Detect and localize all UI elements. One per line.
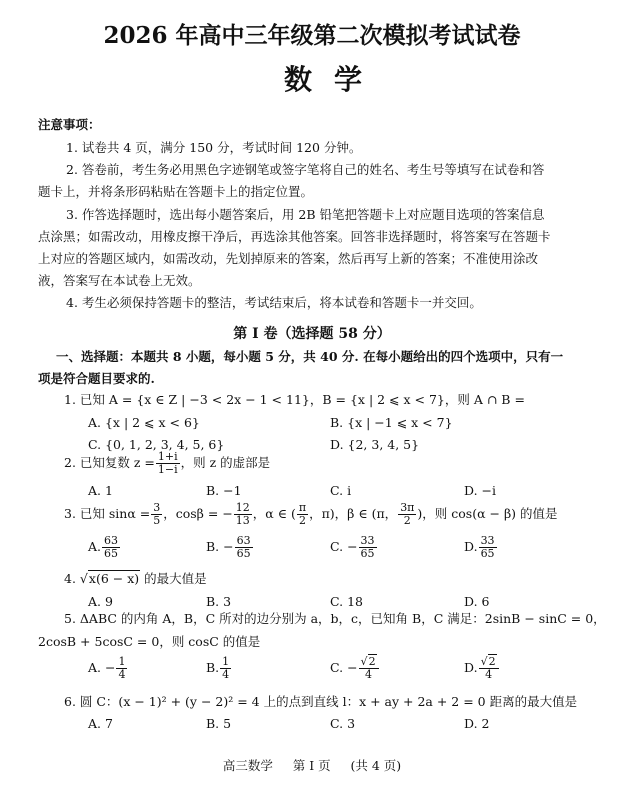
q3-option-d (464, 535, 498, 560)
q3-b-label: B. − (206, 539, 234, 554)
q3-c-num: 33 (360, 534, 375, 547)
q3-frac-3 (297, 502, 308, 527)
sqrt-icon: √ (360, 655, 368, 668)
sqrt-icon: √ (480, 655, 488, 668)
q3-f1-num: 3 (153, 501, 161, 514)
notice-item-4: 4. 考生必须保持答题卡的整洁，考试结束后，将本试卷和答题卡一并交回。 (66, 295, 482, 310)
q2-option-b: B. −1 (206, 483, 242, 498)
q3-f2-den: 13 (235, 514, 250, 527)
q1-option-d: D. {2, 3, 4, 5} (330, 437, 420, 452)
q4-number: 4. (64, 571, 76, 586)
q5-c-frac (359, 656, 379, 681)
q5-stem-line-2: 2cosB + 5cosC = 0，则 cosC 的值是 (38, 634, 261, 649)
q3-s4: ，π)，β ∈ (π， (309, 506, 398, 521)
subject-title: 数学 (283, 63, 384, 96)
q3-f3-den: 2 (298, 514, 306, 527)
q5-c-label: C. − (330, 660, 358, 675)
q3-d-den: 65 (480, 547, 495, 560)
q3-frac-4 (398, 502, 416, 527)
q4-option-c: C. 18 (330, 594, 363, 609)
q2-frac-den: 1−i (157, 463, 178, 476)
q3-b-den: 65 (236, 547, 251, 560)
q3-f4-num: 3π (400, 501, 415, 514)
q6-stem: 6. 圆 C：(x − 1)² + (y − 2)² = 4 上的点到直线 l：x + ay + 2a + 2 = 0 距离的最大值是 (64, 694, 578, 709)
notice-item-1: 1. 试卷共 4 页，满分 150 分，考试时间 120 分钟。 (66, 140, 362, 155)
notice-item-2-line-1: 2. 答卷前，考生务必用黑色字迹钢笔或签字笔将自己的姓名、考生号等填写在试卷和答 (66, 162, 545, 177)
q3-option-a (88, 535, 121, 560)
q6-option-b: B. 5 (206, 716, 232, 731)
q3-s3: ，α ∈ ( (252, 506, 296, 521)
q5-a-den: 4 (118, 668, 126, 681)
exam-title: 2026 年高中三年级第二次模拟考试试卷 (103, 22, 521, 49)
q5-b-num: 1 (222, 655, 230, 668)
notice-item-3-line-3: 上对应的答题区域内，如需改动，先划掉原来的答案，然后再写上新的答案；不准使用涂改 (38, 251, 539, 266)
q4-radicand: x(6 − x) (88, 571, 140, 586)
notice-heading: 注意事项： (38, 117, 101, 132)
q3-d-frac (479, 535, 497, 560)
notice-item-3-line-2: 点涂黑；如需改动，用橡皮擦干净后，再选涂其他答案。回答非选择题时，将答案写在答题卡 (38, 229, 551, 244)
q3-option-b (206, 535, 254, 560)
q1-option-c: C. {0, 1, 2, 3, 4, 5, 6} (88, 437, 225, 452)
q2-frac-num: 1+i (157, 450, 178, 463)
q3-a-frac (102, 535, 120, 560)
q3-f3-num: π (298, 501, 307, 514)
q3-f4-den: 2 (403, 514, 411, 527)
section-heading: 第 I 卷（选择题 58 分） (233, 326, 391, 342)
q3-a-label: A. (88, 539, 102, 554)
notice-item-3-line-4: 液，答案写在本试卷上无效。 (38, 273, 201, 288)
q2-option-c: C. i (330, 483, 352, 498)
q1-stem: 1. 已知 A = {x ∈ Z | −3 < 2x − 1 < 11}，B = {x | 2 ⩽ x < 7}，则 A ∩ B = (64, 392, 525, 407)
sqrt-icon: √ (79, 571, 88, 586)
q2-option-a: A. 1 (88, 483, 113, 498)
q2-stem-pre: 2. 已知复数 z = (64, 455, 155, 470)
q3-s2: ，cosβ = − (163, 506, 233, 521)
q6-option-a: A. 7 (88, 716, 113, 731)
q3-a-num: 63 (104, 534, 119, 547)
q6-option-d: D. 2 (464, 716, 490, 731)
q3-f1-den: 5 (153, 514, 161, 527)
q5-d-label: D. (464, 660, 478, 675)
q1-option-a: A. {x | 2 ⩽ x < 6} (88, 415, 200, 430)
q2-stem-post: ，则 z 的虚部是 (180, 455, 271, 470)
q5-option-b (206, 656, 232, 681)
q3-s5: )，则 cos(α − β) 的值是 (417, 506, 558, 521)
q3-a-den: 65 (104, 547, 119, 560)
q3-c-den: 65 (360, 547, 375, 560)
q5-d-den: 4 (485, 668, 493, 681)
page-footer (0, 756, 624, 774)
q4-option-b: B. 3 (206, 594, 232, 609)
notice-item-2-line-2: 题卡上，并将条形码粘贴在答题卡上的指定位置。 (38, 184, 314, 199)
q2-option-d: D. −i (464, 483, 496, 498)
q1-option-b: B. {x | −1 ⩽ x < 7} (330, 415, 453, 430)
section-intro-line-2: 项是符合题目要求的. (38, 371, 155, 386)
q5-a-num: 1 (118, 655, 126, 668)
q3-option-c (330, 535, 378, 560)
q5-b-den: 4 (222, 668, 230, 681)
q5-option-a (88, 656, 128, 681)
q5-b-label: B. (206, 660, 220, 675)
q3-c-frac (359, 535, 377, 560)
q3-b-num: 63 (236, 534, 251, 547)
q4-stem (64, 568, 207, 590)
q4-option-d: D. 6 (464, 594, 490, 609)
q5-option-c (330, 656, 380, 681)
q2-fraction (156, 451, 180, 476)
q5-d-radicand: 2 (488, 655, 496, 668)
q3-frac-1 (151, 502, 162, 527)
q2-stem (64, 448, 270, 478)
q3-f2-num: 12 (235, 501, 250, 514)
q5-b-frac (220, 656, 231, 681)
q5-c-radicand: 2 (368, 655, 376, 668)
q3-stem (64, 499, 558, 529)
q3-s1: 3. 已知 sinα = (64, 506, 151, 521)
q6-option-c: C. 3 (330, 716, 356, 731)
notice-item-3-line-1: 3. 作答选择题时，选出每小题答案后，用 2B 铅笔把答题卡上对应题目选项的答案信息 (66, 207, 545, 222)
q5-c-den: 4 (365, 668, 373, 681)
q4-stem-text: 的最大值是 (144, 571, 207, 586)
q3-c-label: C. − (330, 539, 358, 554)
q5-stem-line-1: 5. ΔABC 的内角 A，B，C 所对的边分别为 a，b，c，已知角 B，C 满足：2sinB − sinC = 0， (64, 611, 606, 626)
q5-a-frac (116, 656, 127, 681)
q4-option-a: A. 9 (88, 594, 113, 609)
footer-subject: 高三数学 (222, 758, 273, 773)
q3-frac-2 (234, 502, 252, 527)
q3-d-num: 33 (480, 534, 495, 547)
q3-b-frac (235, 535, 253, 560)
q5-d-frac (479, 656, 499, 681)
q5-a-label: A. − (88, 660, 116, 675)
section-intro-line-1: 一、选择题：本题共 8 小题，每小题 5 分，共 40 分. 在每小题给出的四个选项中，只有一 (56, 349, 564, 364)
footer-page: 第 I 页 (292, 758, 331, 773)
q5-option-d (464, 656, 500, 681)
footer-total: (共 4 页) (350, 758, 402, 773)
q3-d-label: D. (464, 539, 478, 554)
